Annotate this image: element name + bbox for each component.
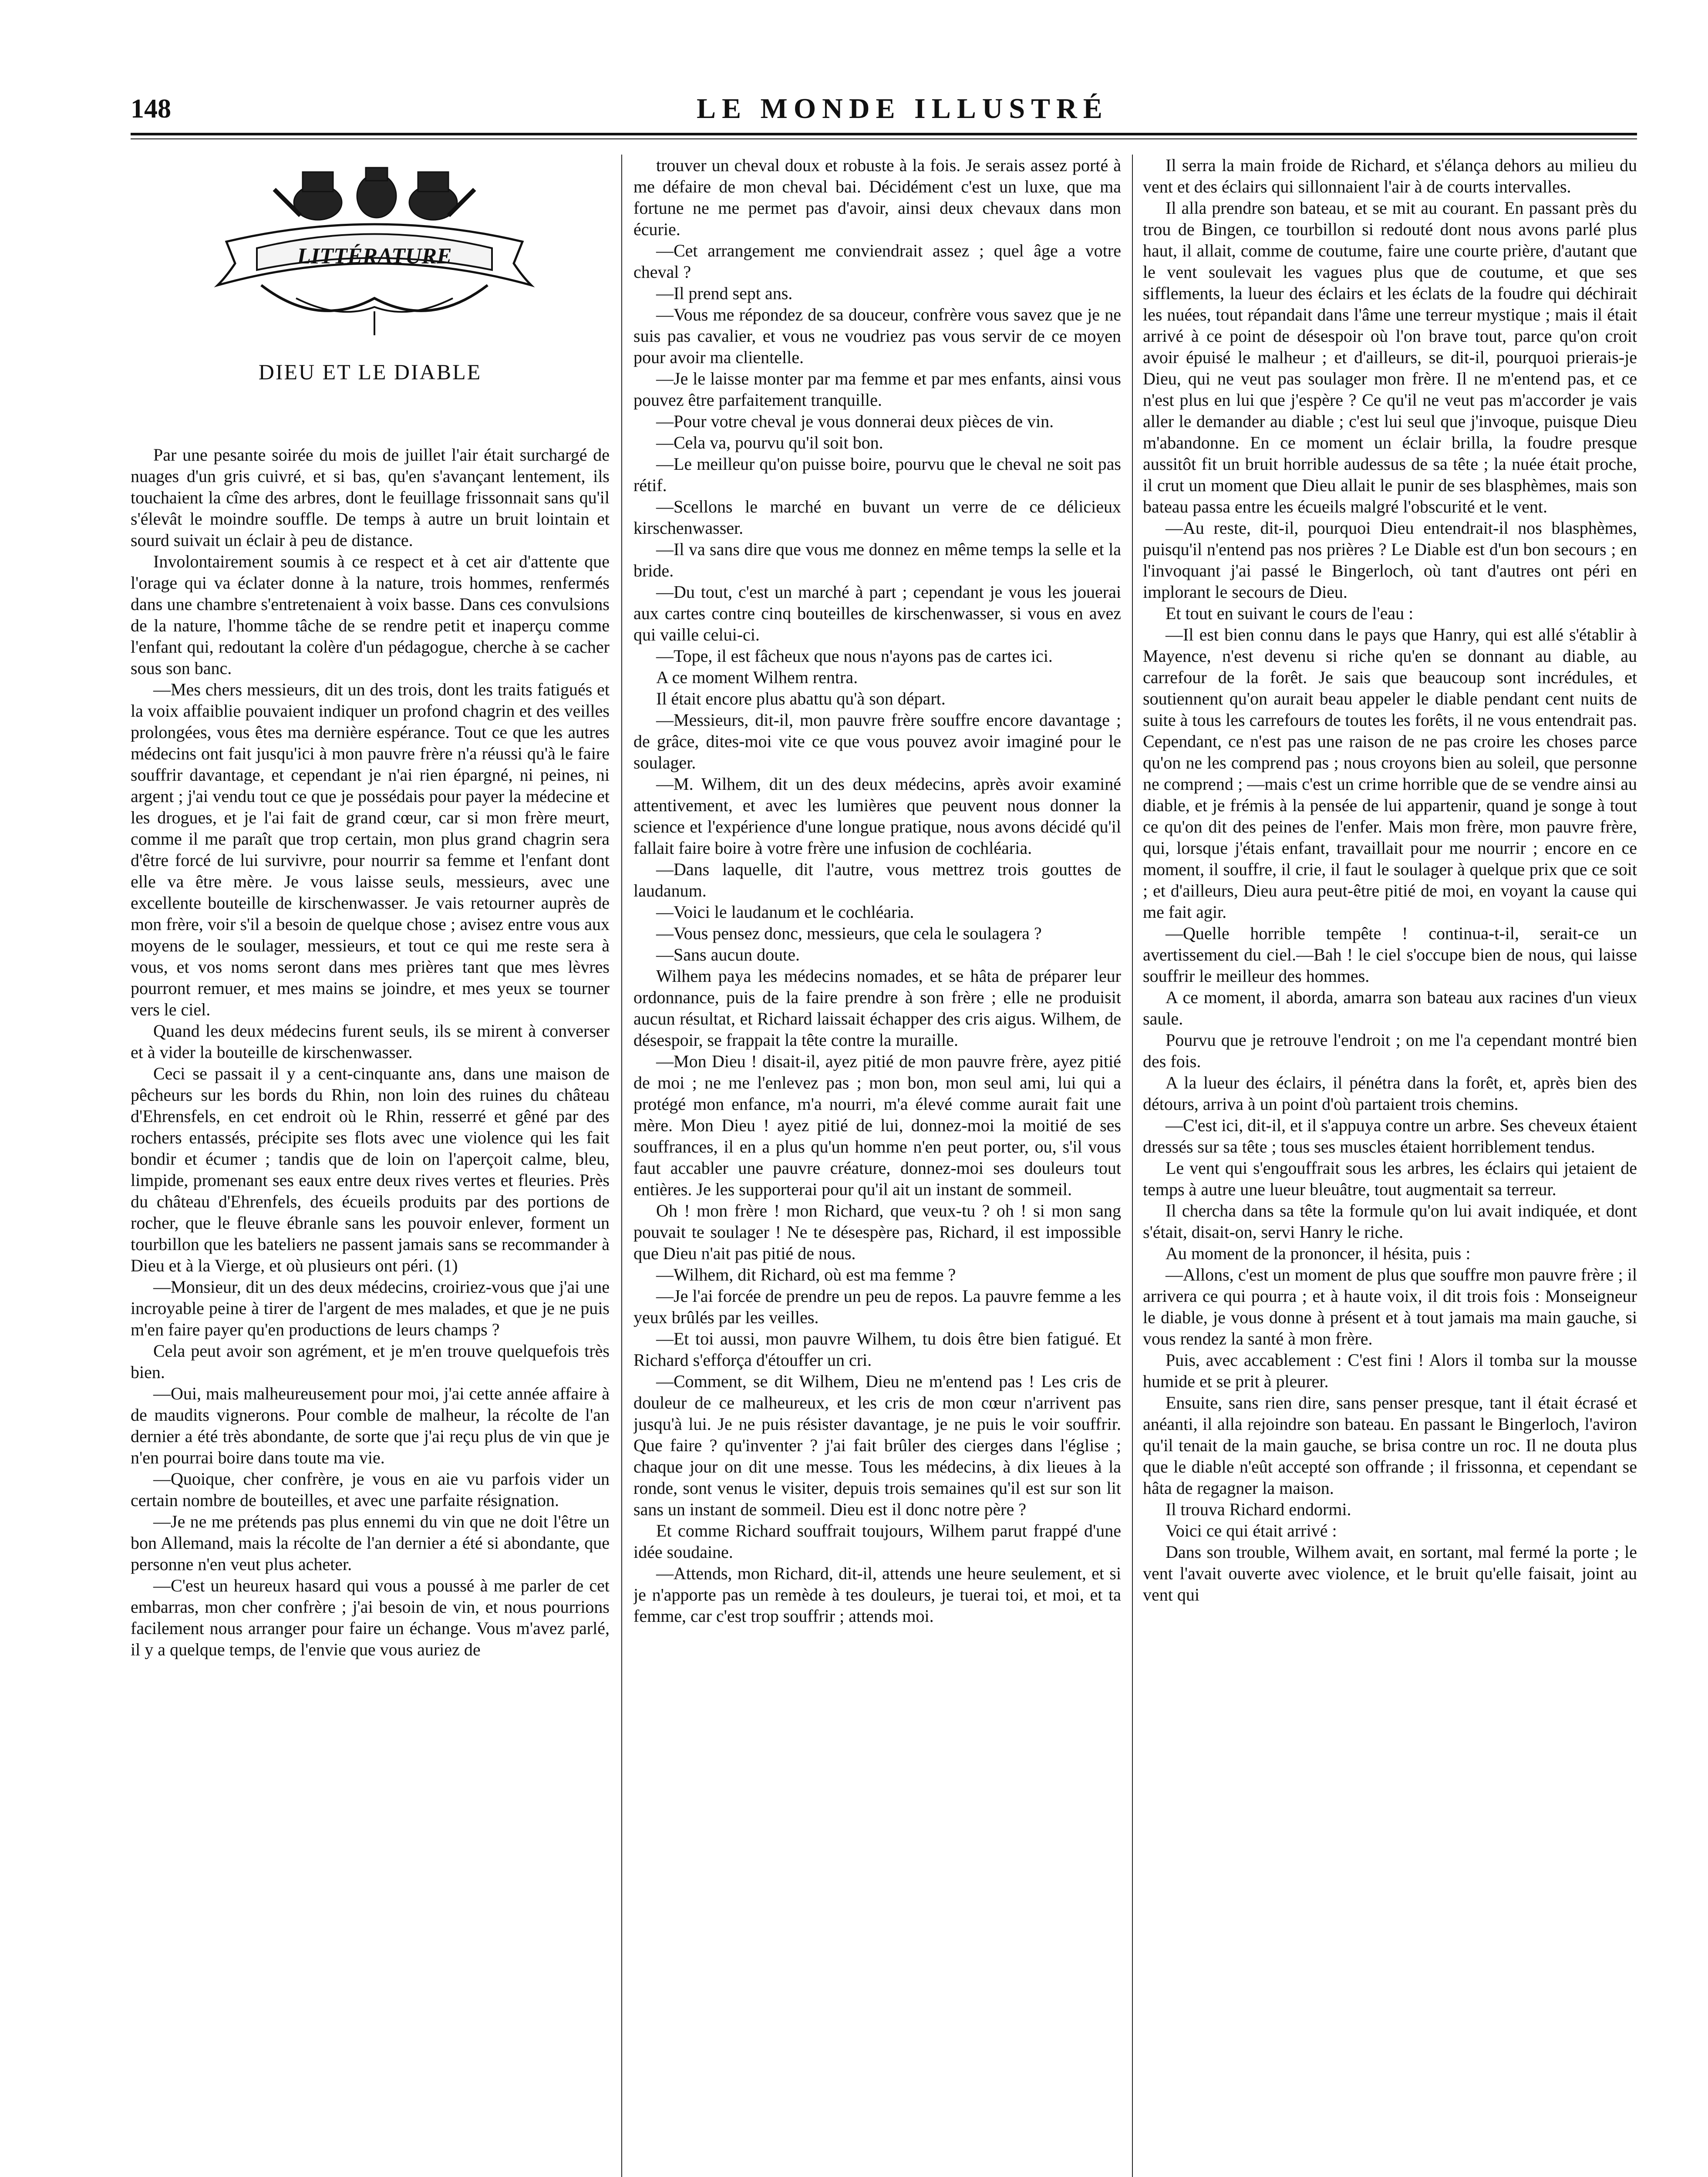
paragraph: —Il prend sept ans.	[656, 283, 793, 303]
text-column-3	[1143, 155, 1637, 2177]
paragraph: Pourvu que je retrouve l'endroit ; on me l'a cependant montré bien des fois.	[1143, 1030, 1637, 1071]
paragraph: —Scellons le marché en buvant un verre de ce délicieux kirschenwasser.	[633, 497, 1121, 538]
paragraph: Il trouva Richard endormi.	[1166, 1500, 1351, 1519]
column-divider	[1132, 155, 1133, 2177]
page-header	[0, 0, 1708, 144]
paragraph: A ce moment Wilhem rentra.	[656, 667, 858, 687]
paragraph: Et tout en suivant le cours de l'eau :	[1166, 603, 1414, 623]
paragraph: —Wilhem, dit Richard, où est ma femme ?	[656, 1265, 956, 1284]
paragraph: —Voici le laudanum et le cochléaria.	[656, 902, 914, 922]
paragraph: —Dans laquelle, dit l'autre, vous mettrez trois gouttes de laudanum.	[633, 859, 1121, 900]
paragraph: —Et toi aussi, mon pauvre Wilhem, tu dois être bien fatigué. Et Richard s'efforça d'étouffer un cri.	[633, 1329, 1121, 1370]
paragraph: Voici ce qui était arrivé :	[1166, 1521, 1337, 1540]
header-rule	[131, 133, 1637, 135]
paragraph: —Cet arrangement me conviendrait assez ; quel âge a votre cheval ?	[633, 241, 1121, 282]
paragraph: —C'est ici, dit-il, et il s'appuya contre un arbre. Ses cheveux étaient dressés sur sa tête ; tous ses muscles étaient horriblement tendus.	[1143, 1115, 1637, 1156]
paragraph: —Oui, mais malheureusement pour moi, j'ai cette année affaire à de maudits vignerons. Pour comble de malheur, la récolte de l'an dernier a été très abondante, de sorte que j'ai reçu plus de vin que je n'en pourrai boire dans toute ma vie.	[131, 1384, 610, 1467]
text-column-1	[131, 444, 610, 2177]
journal-title: LE MONDE ILLUSTRÉ	[697, 93, 1108, 125]
paragraph: —Quelle horrible tempête ! continua-t-il, serait-ce un avertissement du ciel.—Bah ! le ciel s'occupe bien de nous, qui laisse souffrir le meilleur des hommes.	[1143, 923, 1637, 986]
paragraph: Le vent qui s'engouffrait sous les arbres, les éclairs qui jetaient de temps à autre une lueur bleuâtre, tout augmentait sa terreur.	[1143, 1158, 1637, 1199]
paragraph: —Attends, mon Richard, dit-il, attends une heure seulement, et si je n'apporte pas un remède à tes douleurs, je tuerai toi, et moi, et ta femme, car c'est trop souffrir ; attends moi.	[633, 1564, 1121, 1626]
paragraph: —C'est un heureux hasard qui vous a poussé à me parler de cet embarras, mon cher confrère ; j'ai besoin de vin, et nous pourrions facilement nous arranger pour faire un échange. Vous m'avez parlé, il y a quelque temps, de l'envie que vous auriez de	[131, 1576, 610, 1659]
paragraph: Cela peut avoir son agrément, et je m'en trouve quelquefois très bien.	[131, 1341, 610, 1382]
paragraph: Il chercha dans sa tête la formule qu'on lui avait indiquée, et dont s'était, disait-on, servi Hanry le riche.	[1143, 1201, 1637, 1242]
paragraph: trouver un cheval doux et robuste à la fois. Je serais assez porté à me défaire de mon cheval bai. Décidément c'est un luxe, que ma fortune ne me permet pas d'avoir, ainsi deux chevaux dans mon écurie.	[633, 155, 1121, 239]
paragraph: A la lueur des éclairs, il pénétra dans la forêt, et, après bien des détours, arriva à un point d'où partaient trois chemins.	[1143, 1073, 1637, 1114]
paragraph: —Je le laisse monter par ma femme et par mes enfants, ainsi vous pouvez être parfaitement tranquille.	[633, 369, 1121, 410]
column-divider	[621, 155, 622, 2177]
paragraph: Par une pesante soirée du mois de juillet l'air était surchargé de nuages d'un gris cuivré, et si bas, qu'en s'avançant lentement, ils touchaient la cîme des arbres, dont le feuillage frissonnait sans qu'il s'élevât le moindre souffle. De temps à autre un bruit lointain et sourd suivait un éclair à peu de distance.	[131, 445, 610, 550]
paragraph: —Du tout, c'est un marché à part ; cependant je vous les jouerai aux cartes contre cinq bouteilles de kirschenwasser, si vous en avez qui vaille celui-ci.	[633, 582, 1121, 644]
paragraph: —Vous pensez donc, messieurs, que cela le soulagera ?	[656, 923, 1042, 943]
paragraph: —Mon Dieu ! disait-il, ayez pitié de mon pauvre frère, ayez pitié de moi ; ne me l'enlevez pas ; mon bon, mon seul ami, lui qui a protégé mon enfance, m'a nourri, m'a élevé comme aurait fait une mère. Mon Dieu ! ayez pitié de lui, donnez-moi la moitié de ses souffrances, il en a plus qu'un homme n'en peut porter, ou, s'il vous faut accabler une pauvre créature, donnez-moi ses douleurs tout entières. Je les supporterai pour qu'il ait un instant de sommeil.	[633, 1051, 1121, 1199]
paragraph: Ceci se passait il y a cent-cinquante ans, dans une maison de pêcheurs sur les bords du Rhin, non loin des ruines du château d'Ehrensfels, en cet endroit où le Rhin, resserré et gêné par des rochers entassés, précipite ses flots avec une violence qui les fait bondir et écumer ; tandis que de loin on l'aperçoit calme, bleu, limpide, promenant ses eaux entre deux rives vertes et fleuries. Près du château d'Ehrenfels, des écueils produits par des portions de rocher, que le fleuve ébranle sans les pouvoir enlever, forment un tourbillon que les bateliers ne passent jamais sans se recommander à Dieu et à la Vierge, et où plusieurs ont péri. (1)	[131, 1064, 610, 1275]
paragraph: —Il va sans dire que vous me donnez en même temps la selle et la bride.	[633, 539, 1121, 580]
paragraph: —Monsieur, dit un des deux médecins, croiriez-vous que j'ai une incroyable peine à tirer de l'argent de mes malades, et que je ne puis m'en faire payer qu'en productions de leurs champs ?	[131, 1277, 610, 1339]
article-title: DIEU ET LE DIABLE	[258, 360, 482, 384]
paragraph: —Mes chers messieurs, dit un des trois, dont les traits fatigués et la voix affaiblie pouvaient indiquer un profond chagrin et des veilles prolongées, vous êtes ma dernière espérance. Tout ce que les autres médecins ont fait jusqu'ici à mon pauvre frère n'a réussi qu'à le faire souffrir davantage, et cependant je n'ai rien épargné, ni peines, ni argent ; j'ai vendu tout ce que je possédais pour payer la médecine et les drogues, et je l'ai fait de grand cœur, car si mon frère meurt, comme il me paraît que trop certain, mon plus grand chagrin sera d'être forcé de lui survivre, pour nourrir sa femme et l'enfant dont elle va être mère. Je vous laisse seuls, messieurs, avec une excellente bouteille de kirschenwasser. Je vais retourner auprès de mon frère, voir s'il a besoin de quelque chose ; avisez entre vous aux moyens de le soulager, messieurs, et tout ce qui me reste sera à vous, et vos noms seront dans mes prières tant que mes lèvres pourront remuer, et mes mains se joindre, et mes yeux se tourner vers le ciel.	[131, 680, 610, 1019]
paragraph: Wilhem paya les médecins nomades, et se hâta de préparer leur ordonnance, puis de la faire prendre à son frère ; elle ne produisit aucun résultat, et Richard laissait échapper des cris aigus. Wilhem, de désespoir, se frappait la tête contre la muraille.	[633, 966, 1121, 1050]
paragraph: —M. Wilhem, dit un des deux médecins, après avoir examiné attentivement, et avec les lumières que peuvent nous donner la science et l'expérience d'une longue pratique, nous avons décidé qu'il fallait faire boire à votre frère une infusion de cochléaria.	[633, 774, 1121, 858]
paragraph: Involontairement soumis à ce respect et à cet air d'attente que l'orage qui va éclater donne à la nature, trois hommes, renfermés dans une chambre s'entretenaient à voix basse. Dans ces convulsions de la nature, l'homme tâche de se rendre petit et inaperçu comme l'enfant qui, redoutant la colère d'un pédagogue, cherche à se cacher sous son banc.	[131, 552, 610, 678]
paragraph: Puis, avec accablement : C'est fini ! Alors il tomba sur la mousse humide et se prit à pleurer.	[1143, 1350, 1637, 1391]
paragraph: Ensuite, sans rien dire, sans penser presque, tant il était écrasé et anéanti, il alla rejoindre son bateau. En passant le Bingerloch, l'aviron qu'il tenait de la main gauche, se brisa contre un roc. Il ne douta plus que le diable n'eût accepté son offrande ; il frissonna, et cependant se hâta de regagner la maison.	[1143, 1393, 1637, 1498]
paragraph: —Comment, se dit Wilhem, Dieu ne m'entend pas ! Les cris de douleur de ce malheureux, et les cris de mon cœur n'arrivent pas jusqu'à lui. Je ne puis résister davantage, je ne puis le voir souffrir. Que faire ? qu'inventer ? j'ai fait brûler des cierges dans l'église ; chaque jour on dit une messe. Tous les médecins, à dix lieues à la ronde, sont venus le visiter, depuis trois semaines qu'il est sur son lit sans un instant de sommeil. Dieu est il donc notre père ?	[633, 1372, 1121, 1519]
vignette-ornament	[209, 155, 540, 337]
paragraph: Il serra la main froide de Richard, et s'élança dehors au milieu du vent et des éclairs qui sillonnaient l'air à de courts intervalles.	[1143, 155, 1637, 196]
paragraph: Quand les deux médecins furent seuls, ils se mirent à converser et à vider la bouteille de kirschenwasser.	[131, 1021, 610, 1062]
paragraph: —Quoique, cher confrère, je vous en aie vu parfois vider un certain nombre de bouteilles, et avec une parfaite résignation.	[131, 1469, 610, 1510]
paragraph: —Je ne me prétends pas plus ennemi du vin que ne doit l'être un bon Allemand, mais la récolte de l'an dernier a été si abondante, que personne n'en veut plus acheter.	[131, 1512, 610, 1574]
paragraph: —Allons, c'est un moment de plus que souffre mon pauvre frère ; il arrivera ce qui pourra ; et à haute voix, il dit trois fois : Monseigneur le diable, je vous donne à présent et à tout jamais ma main gauche, si vous rendez la santé à mon frère.	[1143, 1265, 1637, 1348]
paragraph: —Messieurs, dit-il, mon pauvre frère souffre encore davantage ; de grâce, dites-moi vite ce que vous pouvez avoir imaginé pour le soulager.	[633, 710, 1121, 772]
text-column-2	[633, 155, 1121, 2177]
header-rule-thin	[131, 138, 1637, 139]
paragraph: Dans son trouble, Wilhem avait, en sortant, mal fermé la porte ; le vent l'avait ouverte avec violence, et le bruit qu'elle faisait, joint au vent qui	[1143, 1542, 1637, 1604]
paragraph: —Au reste, dit-il, pourquoi Dieu entendrait-il nos blasphèmes, puisqu'il n'entend pas nos prières ? Le Diable est d'un bon secours ; en l'invoquant j'ai passé le Bingerloch, où tant d'autres ont péri en implorant le secours de Dieu.	[1143, 518, 1637, 602]
paragraph: —Pour votre cheval je vous donnerai deux pièces de vin.	[656, 411, 1054, 431]
paragraph: —Vous me répondez de sa douceur, confrère vous savez que je ne suis pas cavalier, et vous ne voudriez pas vous servir de ce moyen pour avoir ma clientelle.	[633, 305, 1121, 367]
page-number: 148	[131, 94, 171, 124]
paragraph: —Sans aucun doute.	[656, 945, 800, 964]
paragraph: —Cela va, pourvu qu'il soit bon.	[656, 433, 883, 452]
paragraph: Oh ! mon frère ! mon Richard, que veux-tu ? oh ! si mon sang pouvait te soulager ! Ne te désespère pas, Richard, il est impossible que Dieu n'ait pas pitié de nous.	[633, 1201, 1121, 1263]
paragraph: —Tope, il est fâcheux que nous n'ayons pas de cartes ici.	[656, 646, 1053, 666]
paragraph: Il alla prendre son bateau, et se mit au courant. En passant près du trou de Bingen, ce tourbillon si redouté dont nous avons parlé plus haut, il allait, comme de coutume, faire une courte prière, d'autant que le vent soulevait les vagues plus que de coutume, et que ses sifflements, la lueur des éclairs et les éclats de la foudre qui déchirait les nuées, tout répandait dans l'âme une terreur mystique ; mais il était arrivé à ce point de désespoir où l'on brave tout, parce qu'on croit avoir épuisé le malheur ; et d'ailleurs, se dit-il, pourquoi prierais-je Dieu, qui ne veut pas soulager mon frère. Il ne m'entend pas, et ce n'est plus en lui que j'espère ? Ce qu'il ne veut pas m'accorder je vais aller le demander au diable ; c'est lui seul que j'invoque, puisque Dieu m'abandonne. En ce moment un éclair brilla, la foudre presque aussitôt fit un bruit horrible audessus de sa tête ; la nuée était proche, il crut un moment que Dieu allait le punir de ses blasphèmes, mais son bateau passa entre les écueils malgré l'obscurité et le vent.	[1143, 198, 1637, 516]
paragraph: Il était encore plus abattu qu'à son départ.	[656, 689, 946, 708]
litterature-vignette	[209, 155, 540, 337]
paragraph: —Le meilleur qu'on puisse boire, pourvu que le cheval ne soit pas rétif.	[633, 454, 1121, 495]
paragraph: —Il est bien connu dans le pays que Hanry, qui est allé s'établir à Mayence, n'est devenu si riche qu'en se donnant au diable, au carrefour de la forêt. Je sais que beaucoup sont incrédules, et soutiennent qu'on aurait beau appeler le diable pendant cent nuits de suite à tous les carrefours de toutes les forêts, il ne vous entendrait pas. Cependant, ce n'est pas une raison de ne pas croire les choses parce qu'on ne les comprend pas ; nous croyons bien au soleil, que personne ne comprend ; —mais c'est un crime horrible que de se vendre ainsi au diable, et je frémis à la pensée de lui appartenir, quand je songe à tout ce qu'on dit des peines de l'enfer. Mais mon frère, mon pauvre frère, qui, lorsque j'étais enfant, travaillait pour me nourrir ; encore en ce moment, il souffre, il crie, il faut le soulager à quelque prix que ce soit ; et d'ailleurs, Dieu aura peut-être pitié de moi, en voyant la cause qui me fait agir.	[1143, 625, 1637, 922]
paragraph: A ce moment, il aborda, amarra son bateau aux racines d'un vieux saule.	[1143, 987, 1637, 1028]
paragraph: Et comme Richard souffrait toujours, Wilhem parut frappé d'une idée soudaine.	[633, 1521, 1121, 1562]
paragraph: —Je l'ai forcée de prendre un peu de repos. La pauvre femme a les yeux brûlés par les veilles.	[633, 1286, 1121, 1327]
vignette-label: LITTÉRATURE	[297, 244, 452, 269]
paragraph: Au moment de la prononcer, il hésita, puis :	[1166, 1244, 1471, 1263]
